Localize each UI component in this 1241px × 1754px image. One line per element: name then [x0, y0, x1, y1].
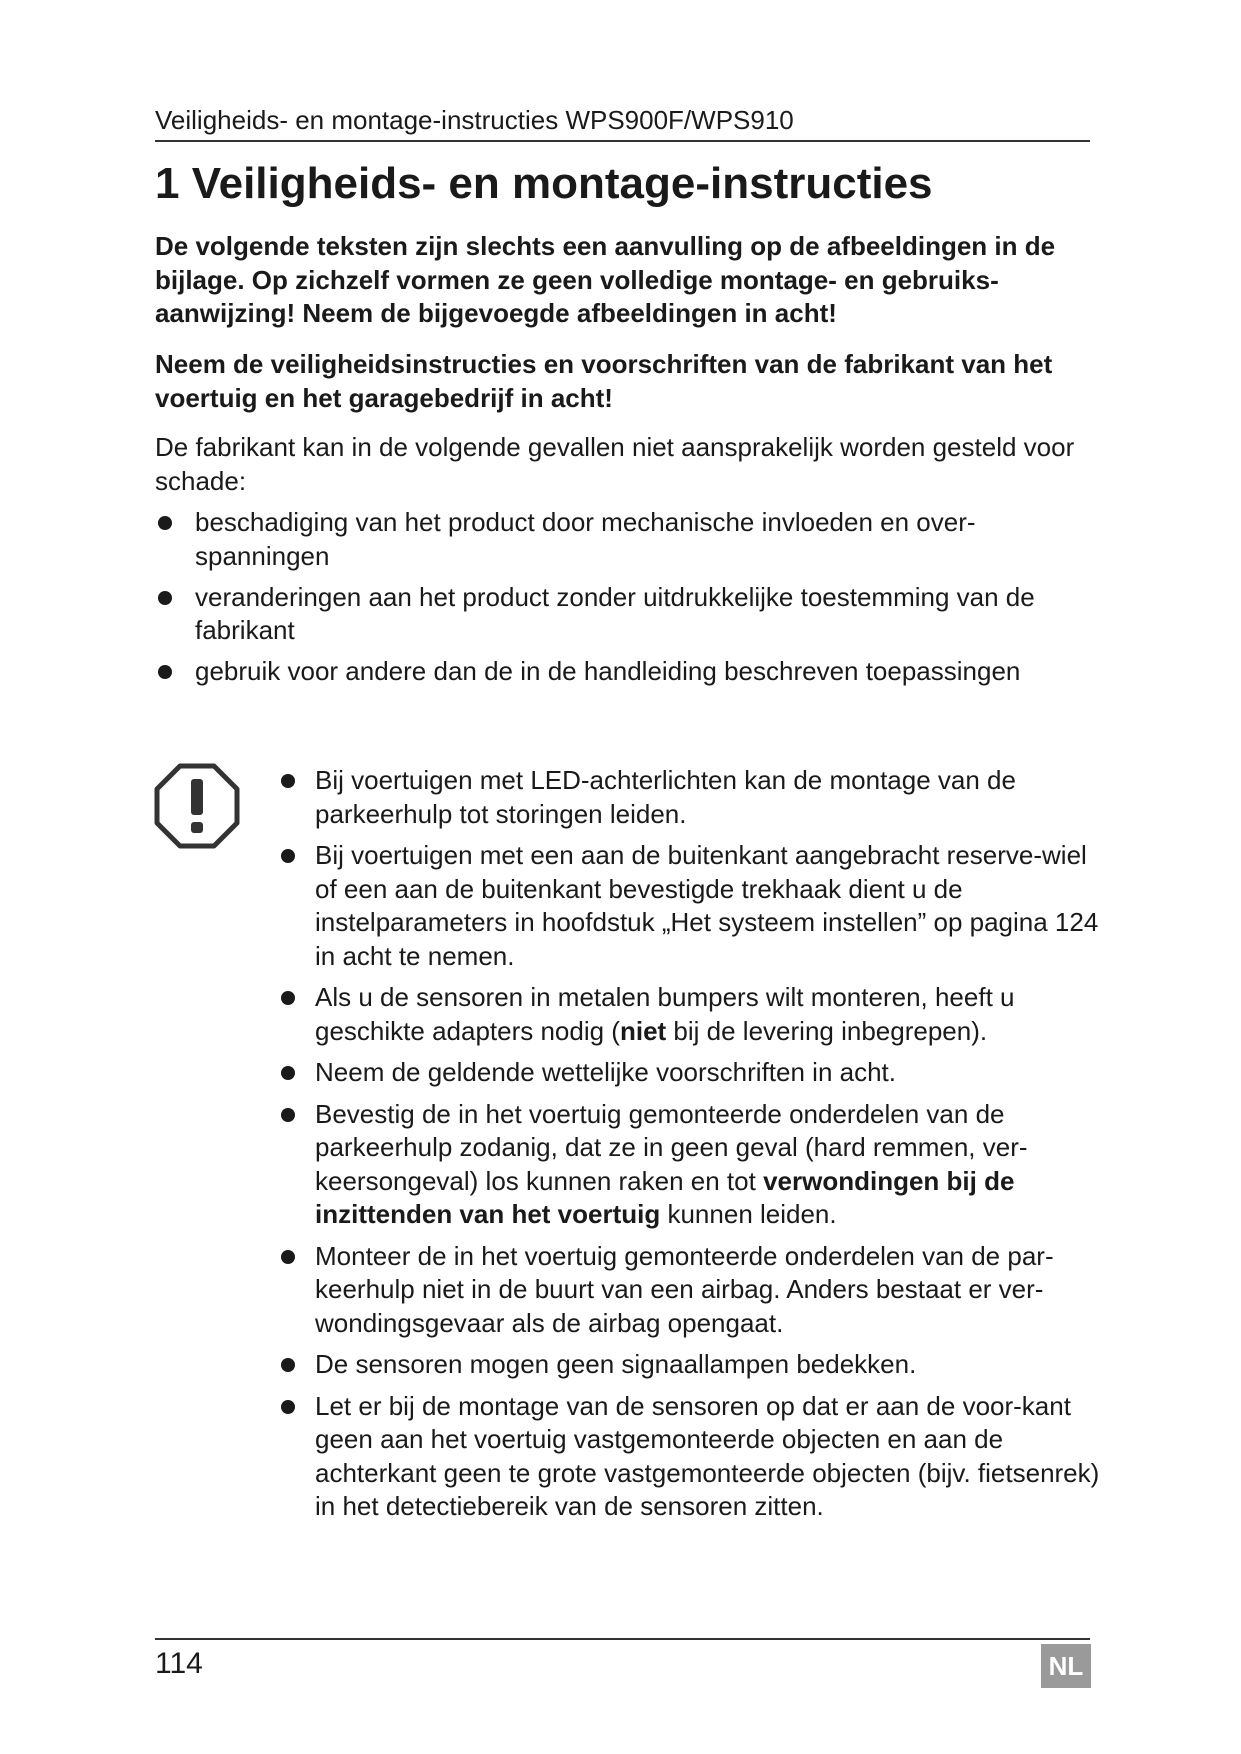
bullet-icon	[281, 1400, 295, 1414]
warning-item-text: Bij voertuigen met LED-achterlichten kan de montage van de parkeerhulp tot storingen leiden.	[315, 765, 1016, 829]
warning-item-text: Monteer de in het voertuig gemonteerde onderdelen van de par-keerhulp niet in de buurt van een airbag. Anders bestaat er ver-wondingsgevaar als de airbag opengaat.	[315, 1240, 1054, 1338]
warning-item-text	[315, 982, 1015, 1046]
warning-item-text: De sensoren mogen geen signaallampen bedekken.	[315, 1349, 917, 1379]
warning-item	[278, 981, 1103, 1048]
warning-item	[278, 1056, 1103, 1090]
intro-bold-paragraph-1: De volgende teksten zijn slechts een aanvulling op de afbeeldingen in de bijlage. Op zichzelf vormen ze geen volledige montage- en gebruiks-aanwijzing! Neem de bijgevoegde afbeeldingen in acht!	[155, 231, 1056, 328]
liability-item-text: veranderingen aan het product zonder uitdrukkelijke toestemming van de fabrikant	[195, 581, 1035, 645]
liability-intro-paragraph: De fabrikant kan in de volgende gevallen niet aansprakelijk worden gesteld voor schade:	[155, 432, 1075, 496]
bullet-icon	[158, 516, 172, 530]
warning-item-text	[315, 1099, 1028, 1230]
liability-item-text: beschadiging van het product door mechanische invloeden en over-spanningen	[195, 507, 976, 571]
header-rule	[155, 140, 1090, 142]
warning-list	[278, 764, 1103, 1532]
bullet-icon	[158, 591, 172, 605]
bullet-icon	[281, 774, 295, 788]
bullet-icon	[281, 849, 295, 863]
liability-list	[155, 506, 1090, 696]
warning-text-emphasis: verwondingen bij de inzittenden van het voertuig	[315, 1165, 1015, 1229]
warning-text-emphasis: niet	[619, 1015, 667, 1046]
liability-item	[155, 581, 1090, 648]
warning-text-segment: Als u de sensoren in metalen bumpers wilt monteren, heeft u geschikte adapters nodig (	[315, 982, 1015, 1046]
warning-item-text: Let er bij de montage van de sensoren op dat er aan de voor-kant geen aan het voertuig vastgemonteerde objecten en aan de achterkant geen te grote vastgemonteerde objecten (bijv. fietsenrek) in het detectiebereik van de sensoren zitten.	[315, 1390, 1100, 1521]
warning-item	[278, 839, 1103, 973]
page-number: 114	[155, 1647, 203, 1680]
liability-item	[155, 655, 1090, 689]
warning-item-text: Neem de geldende wettelijke voorschriften in acht.	[315, 1057, 896, 1087]
liability-item-text: gebruik voor andere dan de in de handleiding beschreven toepassingen	[195, 656, 1021, 686]
warning-text-segment: bij de levering inbegrepen).	[666, 1015, 988, 1046]
warning-item	[278, 1098, 1103, 1232]
language-tab: NL	[1041, 1644, 1091, 1688]
intro-bold-paragraph-2: Neem de veiligheidsinstructies en voorschriften van de fabrikant van het voertuig en het garagebedrijf in acht!	[155, 349, 1053, 413]
bullet-icon	[281, 1066, 295, 1080]
bullet-icon	[281, 1250, 295, 1264]
warning-item	[278, 1348, 1103, 1382]
warning-text-segment: kunnen leiden.	[660, 1199, 837, 1229]
running-header: Veiligheids- en montage-instructies WPS900F/WPS910	[155, 105, 794, 135]
section-title: 1 Veiligheids- en montage-instructies	[155, 159, 933, 208]
warning-item-text: Bij voertuigen met een aan de buitenkant aangebracht reserve-wiel of een aan de buitenkant bevestigde trekhaak dient u de instelparameters in hoofdstuk „Het systeem instellen” op pagina 124 in acht te nemen.	[315, 840, 1099, 971]
warning-item	[278, 1390, 1103, 1524]
warning-text-segment: Bevestig de in het voertuig gemonteerde onderdelen van de parkeerhulp zodanig, dat ze in geen geval (hard remmen, ver-keersongeval) los kunnen raken en tot	[315, 1098, 1028, 1196]
bullet-icon	[281, 991, 295, 1005]
liability-item	[155, 506, 1090, 573]
warning-item	[278, 1240, 1103, 1341]
bullet-icon	[281, 1108, 295, 1122]
bullet-icon	[158, 665, 172, 679]
bullet-icon	[281, 1358, 295, 1372]
warning-item	[278, 764, 1103, 831]
footer-rule	[155, 1638, 1090, 1640]
warning-octagon-icon	[154, 763, 240, 849]
